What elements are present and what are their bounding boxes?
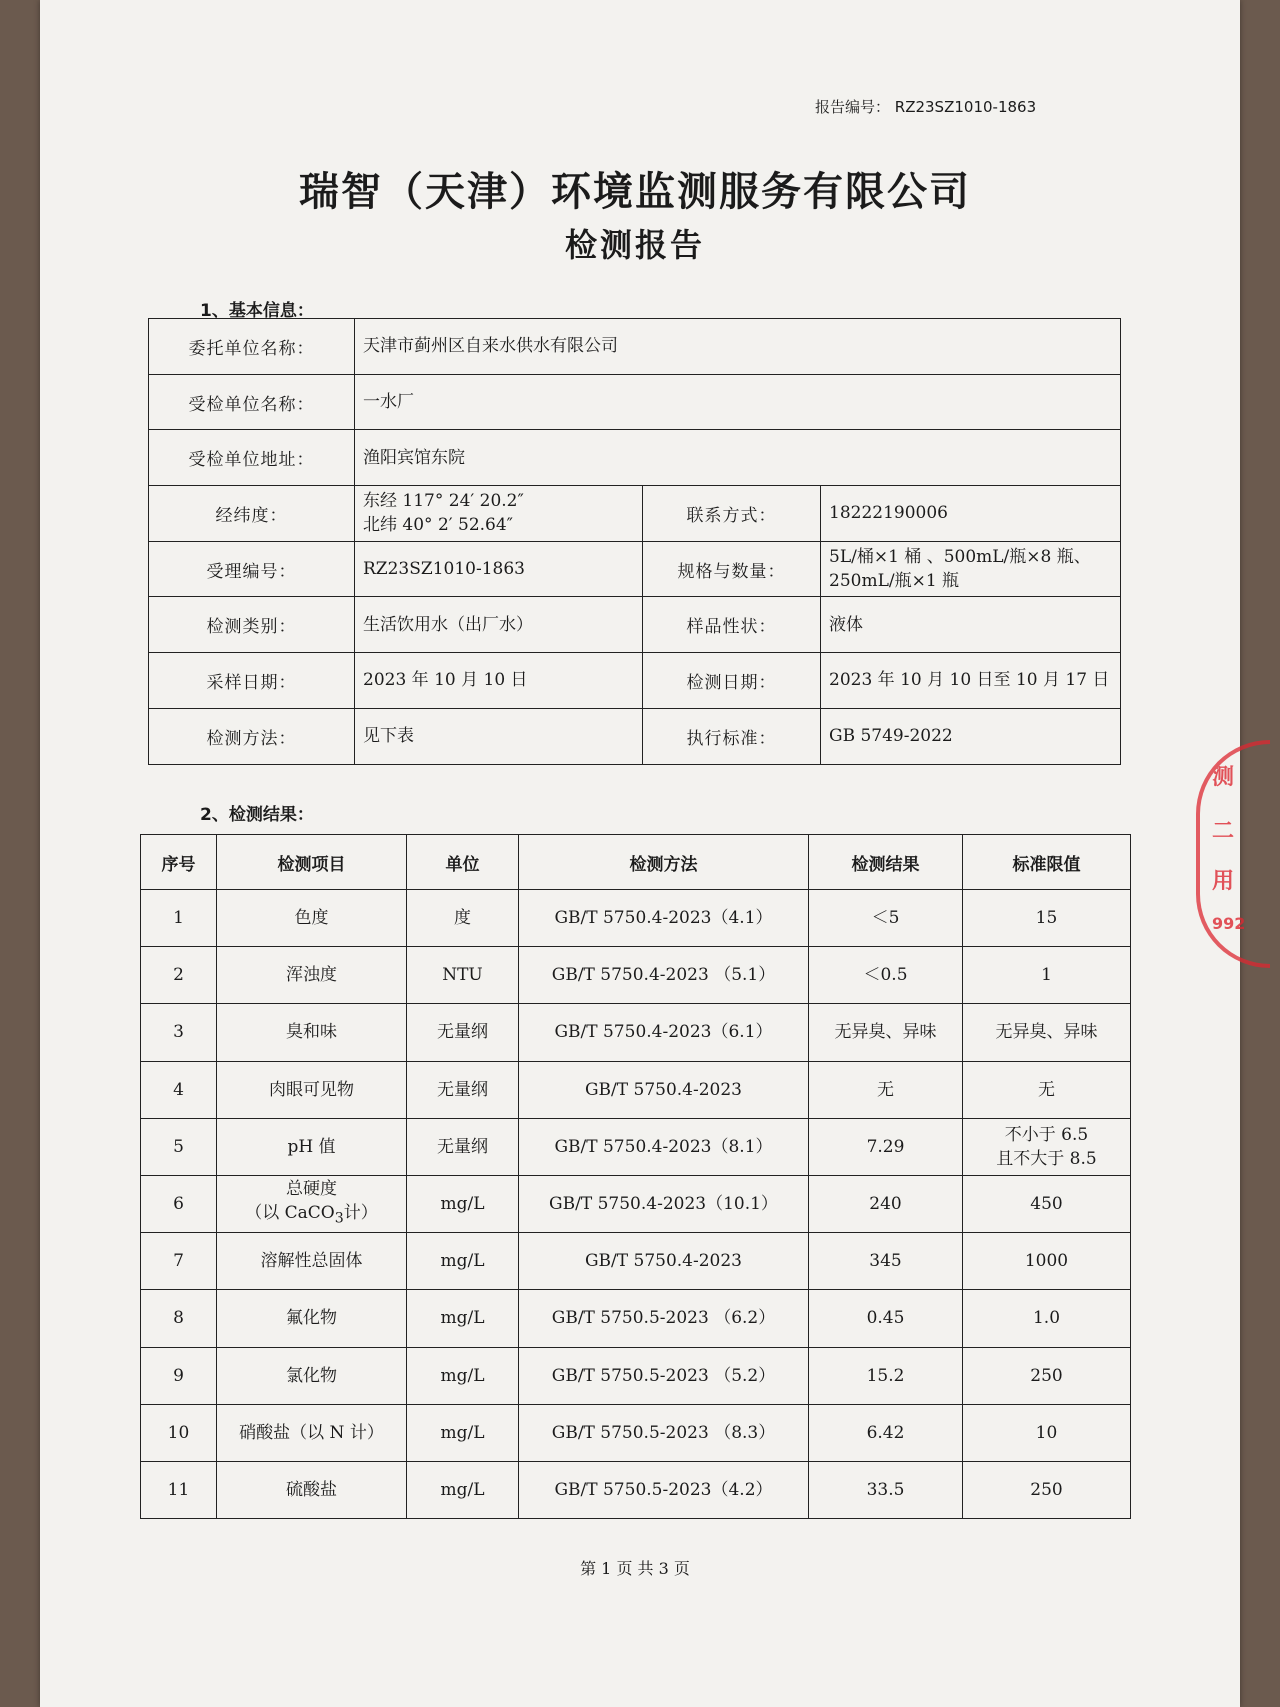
standard-limit-line-1: 10 [1035,1422,1058,1443]
test-method-value: 见下表 [355,708,643,764]
red-seal-stamp [1196,740,1270,968]
test-result: 6.42 [809,1404,963,1461]
info-row [149,653,1121,709]
test-method: GB/T 5750.4-2023（10.1） [519,1175,809,1232]
results-table [140,834,1131,1519]
test-item-note-a: （以 CaCO [245,1203,335,1224]
table-row [141,1004,1131,1061]
standard-limit-line-1: 不小于 6.5 [1004,1124,1089,1145]
test-result: 0.45 [809,1290,963,1347]
standard-limit-line-2: 且不大于 8.5 [996,1148,1097,1169]
test-date-label: 检测日期： [643,653,821,709]
results-header-row [141,835,1131,890]
stamp-text-3: 用 [1212,869,1235,894]
table-row [141,1118,1131,1175]
inspected-unit-value: 一水厂 [355,374,1121,430]
col-header-limit: 标准限值 [963,835,1131,890]
test-item-note-b: 计） [343,1203,378,1224]
table-row [141,1461,1131,1518]
standard-limit-line-1: 1.0 [1032,1308,1061,1329]
document-title: 检测报告 [564,226,705,264]
coordinates-value [355,486,643,542]
contact-label: 联系方式： [643,486,821,542]
standard-limit [963,1118,1131,1175]
test-item-name: 色度 [294,908,329,929]
address-label: 受检单位地址： [149,430,355,486]
table-row [141,1347,1131,1404]
table-row [141,1175,1131,1232]
table-row [141,947,1131,1004]
standard-limit [963,1461,1131,1518]
longitude-value: 东经 117° 24′ 20.2″ [363,491,524,512]
col-header-method: 检测方法 [519,835,809,890]
test-method: GB/T 5750.5-2023（4.2） [519,1461,809,1518]
spec-line-2: 250mL/瓶×1 瓶 [829,571,960,592]
test-result: 240 [809,1175,963,1232]
client-value: 天津市蓟州区自来水供水有限公司 [355,319,1121,375]
col-header-unit: 单位 [407,835,519,890]
test-result: ＜0.5 [809,947,963,1004]
test-item-note [225,1201,398,1230]
test-item-name: pH 值 [287,1136,336,1157]
col-header-item: 检测项目 [217,835,407,890]
unit: NTU [407,947,519,1004]
test-item [217,947,407,1004]
row-number: 6 [141,1175,217,1232]
test-item-name: 硫酸盐 [286,1479,337,1500]
spec-quantity-label: 规格与数量： [643,541,821,597]
standard-limit [963,1175,1131,1232]
test-method: GB/T 5750.4-2023（4.1） [519,890,809,947]
row-number: 3 [141,1004,217,1061]
standard-label: 执行标准： [643,708,821,764]
test-item-note-subscript: 3 [334,1210,344,1227]
unit: mg/L [407,1290,519,1347]
table-row [141,1233,1131,1290]
section-basic-info-heading: 1、基本信息： [200,301,314,321]
standard-limit-line-1: 250 [1030,1479,1063,1500]
test-method: GB/T 5750.5-2023 （6.2） [519,1290,809,1347]
unit: mg/L [407,1461,519,1518]
test-method-label: 检测方法： [149,708,355,764]
inspected-unit-label: 受检单位名称： [149,374,355,430]
unit: mg/L [407,1233,519,1290]
col-header-no: 序号 [141,835,217,890]
standard-limit [963,1061,1131,1118]
test-item-name: 氯化物 [286,1365,337,1386]
latitude-value: 北纬 40° 2′ 52.64″ [363,515,514,536]
unit: mg/L [407,1347,519,1404]
unit: 无量纲 [407,1118,519,1175]
test-item-name: 氟化物 [286,1308,337,1329]
test-item-name: 臭和味 [286,1022,337,1043]
test-item [217,1233,407,1290]
basic-info-table [148,318,1121,765]
test-result: 无 [809,1061,963,1118]
table-row [141,1061,1131,1118]
standard-value: GB 5749-2022 [821,708,1121,764]
category-value: 生活饮用水（出厂水） [355,597,643,653]
standard-limit-line-1: 无异臭、异味 [995,1022,1098,1043]
row-number: 9 [141,1347,217,1404]
test-method: GB/T 5750.4-2023（6.1） [519,1004,809,1061]
company-name: 瑞智（天津）环境监测服务有限公司 [299,169,971,215]
client-label: 委托单位名称： [149,319,355,375]
table-row [141,1404,1131,1461]
row-number: 5 [141,1118,217,1175]
test-item [217,1175,407,1232]
standard-limit-line-1: 15 [1035,908,1058,929]
info-row [149,374,1121,430]
standard-limit-line-1: 无 [1038,1079,1055,1100]
test-method: GB/T 5750.4-2023（8.1） [519,1118,809,1175]
info-row [149,430,1121,486]
sampling-date-label: 采样日期： [149,653,355,709]
info-row [149,319,1121,375]
category-label: 检测类别： [149,597,355,653]
unit: mg/L [407,1404,519,1461]
sample-nature-label: 样品性状： [643,597,821,653]
info-row [149,541,1121,597]
row-number: 4 [141,1061,217,1118]
contact-value: 18222190006 [821,486,1121,542]
test-method: GB/T 5750.5-2023 （8.3） [519,1404,809,1461]
section-results-heading: 2、检测结果： [200,805,314,825]
test-result: 345 [809,1233,963,1290]
test-item [217,1004,407,1061]
test-method: GB/T 5750.4-2023 [519,1233,809,1290]
test-item-name: 肉眼可见物 [269,1079,354,1100]
row-number: 11 [141,1461,217,1518]
standard-limit [963,1347,1131,1404]
standard-limit [963,890,1131,947]
test-result: 33.5 [809,1461,963,1518]
info-row [149,486,1121,542]
test-result: 无异臭、异味 [809,1004,963,1061]
stamp-text-2: 二 [1212,819,1235,844]
test-date-value: 2023 年 10 月 10 日至 10 月 17 日 [821,653,1121,709]
test-item [217,1118,407,1175]
standard-limit [963,1004,1131,1061]
row-number: 8 [141,1290,217,1347]
test-item-name: 溶解性总固体 [260,1251,363,1272]
unit: mg/L [407,1175,519,1232]
coordinates-label: 经纬度： [149,486,355,542]
test-method: GB/T 5750.5-2023 （5.2） [519,1347,809,1404]
address-value: 渔阳宾馆东院 [355,430,1121,486]
stamp-text-1: 测 [1212,765,1235,790]
row-number: 1 [141,890,217,947]
test-result: 15.2 [809,1347,963,1404]
report-number: 报告编号： RZ23SZ1010-1863 [815,98,1037,116]
unit: 无量纲 [407,1004,519,1061]
row-number: 10 [141,1404,217,1461]
stamp-text-4: 992 [1212,914,1246,933]
test-result: 7.29 [809,1118,963,1175]
standard-limit-line-1: 450 [1030,1194,1063,1215]
standard-limit [963,1404,1131,1461]
sampling-date-value: 2023 年 10 月 10 日 [355,653,643,709]
standard-limit-line-1: 250 [1030,1365,1063,1386]
test-method: GB/T 5750.4-2023 （5.1） [519,947,809,1004]
test-method: GB/T 5750.4-2023 [519,1061,809,1118]
spec-quantity-value [821,541,1121,597]
info-row [149,708,1121,764]
standard-limit-line-1: 1 [1041,965,1052,986]
sample-nature-value: 液体 [821,597,1121,653]
unit: 无量纲 [407,1061,519,1118]
standard-limit [963,1233,1131,1290]
col-header-result: 检测结果 [809,835,963,890]
table-row [141,890,1131,947]
test-item [217,1061,407,1118]
test-item-name: 总硬度 [286,1179,337,1200]
table-row [141,1290,1131,1347]
test-item-name: 硝酸盐（以 N 计） [239,1422,384,1443]
test-result: ＜5 [809,890,963,947]
test-item [217,1347,407,1404]
acceptance-number-label: 受理编号： [149,541,355,597]
unit: 度 [407,890,519,947]
standard-limit [963,947,1131,1004]
test-item [217,1461,407,1518]
row-number: 7 [141,1233,217,1290]
spec-line-1: 5L/桶×1 桶 、500mL/瓶×8 瓶、 [829,547,1091,568]
test-item [217,1404,407,1461]
standard-limit [963,1290,1131,1347]
acceptance-number-value: RZ23SZ1010-1863 [355,541,643,597]
standard-limit-line-1: 1000 [1024,1251,1069,1272]
test-item [217,890,407,947]
test-item-name: 浑浊度 [286,965,337,986]
row-number: 2 [141,947,217,1004]
page-footer: 第 1 页 共 3 页 [580,1559,690,1578]
test-item [217,1290,407,1347]
info-row [149,597,1121,653]
